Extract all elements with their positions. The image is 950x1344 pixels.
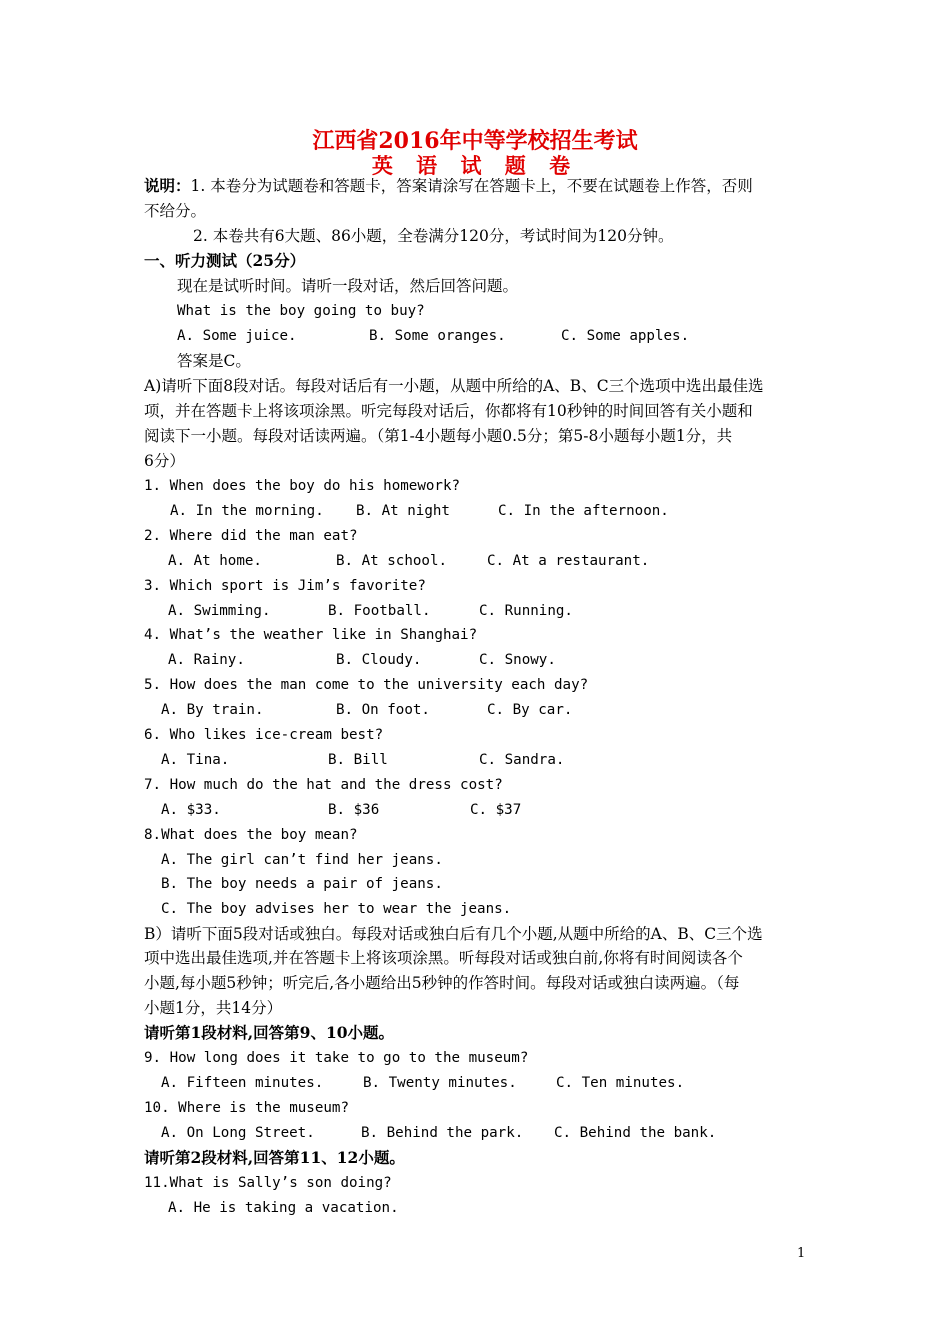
question-10: 10. Where is the museum? [144, 1100, 349, 1116]
question-11: 11.What is Sally’s son doing? [144, 1175, 392, 1191]
option: A. $33. [161, 802, 221, 818]
option: A. Rainy. [168, 652, 245, 668]
partA-line: 项，并在答题卡上将该项涂黑。听完每段对话后，你都将有10秒钟的时间回答有关小题和 [144, 402, 753, 420]
partB-line: 小题,每小题5秒钟；听完后,各小题给出5秒钟的作答时间。每段对话或独白读两遍。（每 [144, 974, 740, 992]
exam-title: 江西省2016年中等学校招生考试 [312, 128, 638, 154]
partA-line: 6分） [144, 452, 185, 470]
question-8: 8.What does the boy mean? [144, 827, 358, 843]
option: B. Cloudy. [336, 652, 422, 668]
material-2-heading: 请听第2段材料,回答第11、12小题。 [144, 1148, 405, 1167]
question-2: 2. Where did the man eat? [144, 528, 358, 544]
question-3: 3. Which sport is Jim’s favorite? [144, 578, 426, 594]
instructions-label: 说明： [144, 176, 191, 195]
option: A. The girl can’t find her jeans. [161, 852, 443, 868]
option: C. In the afternoon. [498, 503, 669, 519]
option: B. At school. [336, 553, 448, 569]
option: B. Behind the park. [361, 1125, 524, 1141]
option: A. Swimming. [168, 603, 271, 619]
trial-answer: 答案是C。 [177, 352, 251, 370]
option: C. Running. [479, 603, 573, 619]
exam-subtitle: 英 语 试 题 卷 [371, 153, 579, 178]
question-9: 9. How long does it take to go to the museum? [144, 1050, 529, 1066]
option: C. $37 [470, 802, 522, 818]
option: B. Twenty minutes. [363, 1075, 517, 1091]
option: C. Ten minutes. [556, 1075, 685, 1091]
option: C. By car. [487, 702, 573, 718]
partB-line: 项中选出最佳选项,并在答题卡上将该项涂黑。听每段对话或独白前,你将有时间阅读各个 [144, 949, 743, 967]
partA-line: 阅读下一小题。每段对话读两遍。（第1-4小题每小题0.5分；第5-8小题每小题1分，共 [144, 427, 733, 445]
partB-line: B）请听下面5段对话或独白。每段对话或独白后有几个小题,从题中所给的A、B、C三个选 [144, 925, 763, 943]
option: B. The boy needs a pair of jeans. [161, 876, 443, 892]
partA-line: A)请听下面8段对话。每段对话后有一小题，从题中所给的A、B、C三个选项中选出最佳选 [144, 377, 764, 395]
trial-question: What is the boy going to buy? [177, 303, 425, 319]
option: A. By train. [161, 702, 264, 718]
question-4: 4. What’s the weather like in Shanghai? [144, 627, 478, 643]
partB-line: 小题1分，共14分） [144, 999, 283, 1017]
instructions-item-2: 2. 本卷共有6大题、86小题，全卷满分120分，考试时间为120分钟。 [193, 227, 674, 245]
option: C. Behind the bank. [554, 1125, 717, 1141]
option: A. Tina. [161, 752, 230, 768]
instructions-item-1: 1. 本卷分为试题卷和答题卡，答案请涂写在答题卡上，不要在试题卷上作答，否则 [190, 177, 753, 195]
option: A. Fifteen minutes. [161, 1075, 324, 1091]
option: C. At a restaurant. [487, 553, 650, 569]
option: B. Bill [328, 752, 388, 768]
option: B. Football. [328, 603, 431, 619]
option: B. On foot. [336, 702, 430, 718]
question-7: 7. How much do the hat and the dress cost? [144, 777, 503, 793]
instructions-line-1 [144, 174, 753, 198]
option: B. $36 [328, 802, 380, 818]
option: B. Some oranges. [369, 328, 506, 344]
question-6: 6. Who likes ice-cream best? [144, 727, 384, 743]
section-heading: 一、听力测试（25分） [144, 251, 306, 270]
option: C. Sandra. [479, 752, 565, 768]
option: C. The boy advises her to wear the jeans. [161, 901, 512, 917]
option: A. On Long Street. [161, 1125, 315, 1141]
option: A. He is taking a vacation. [168, 1200, 399, 1216]
option: A. Some juice. [177, 328, 297, 344]
option: A. At home. [168, 553, 262, 569]
question-5: 5. How does the man come to the university each day? [144, 677, 589, 693]
material-1-heading: 请听第1段材料,回答第9、10小题。 [144, 1023, 395, 1042]
option: C. Snowy. [479, 652, 556, 668]
option: A. In the morning. [170, 503, 324, 519]
question-1: 1. When does the boy do his homework? [144, 478, 461, 494]
instructions-line-1b: 不给分。 [144, 202, 207, 220]
option: C. Some apples. [561, 328, 690, 344]
trial-intro: 现在是试听时间。请听一段对话，然后回答问题。 [177, 277, 519, 295]
option: B. At night [356, 503, 450, 519]
page-number: 1 [797, 1246, 806, 1261]
